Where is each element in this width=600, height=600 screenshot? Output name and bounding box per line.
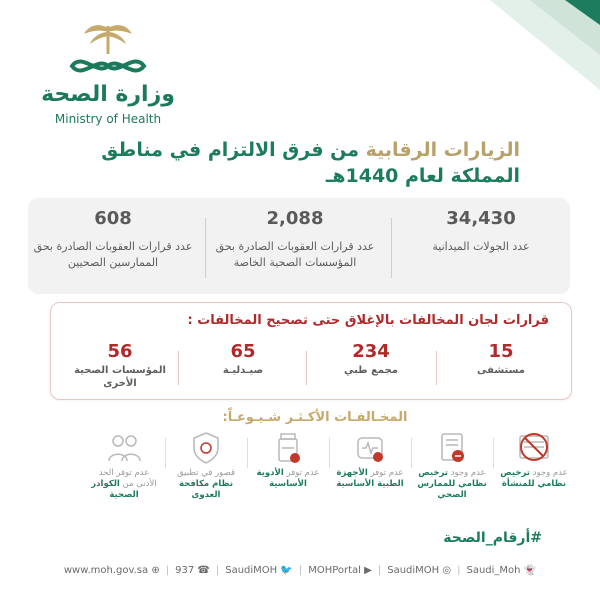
- violation-text: الكوادر الصحية: [91, 479, 139, 500]
- snapchat-link[interactable]: 👻 Saudi_Moh: [466, 565, 537, 576]
- violation-text: نظام مكافحة العدوى: [178, 479, 234, 500]
- violation-divider: [247, 438, 248, 468]
- corner-decoration: [480, 0, 600, 90]
- medical-device-icon: [350, 430, 390, 466]
- footer-separator: |: [165, 565, 170, 576]
- globe-icon: ⊕: [151, 565, 160, 576]
- phone-link[interactable]: ☎ 937: [175, 565, 210, 576]
- page-title: [50, 137, 520, 189]
- footer-contacts: [28, 565, 572, 579]
- closure-label: مستشفى: [477, 365, 525, 376]
- title-line-2: المملكة لعام 1440هـ: [325, 165, 520, 187]
- instagram-icon: ◎: [442, 565, 452, 576]
- ministry-name-english: Ministry of Health: [54, 112, 162, 126]
- closure-divider: [436, 351, 437, 385]
- violation-prefix: عدم توفر: [286, 468, 320, 478]
- closures-card: [50, 302, 572, 400]
- stat-divider: [205, 218, 206, 278]
- violation-medical-devices: [334, 430, 406, 490]
- violation-text: ترخيص نظامي للمنشأة: [500, 468, 567, 489]
- palm-emblem-icon: [38, 20, 178, 82]
- closure-divider: [306, 351, 307, 385]
- medicine-bottle-icon: [268, 430, 308, 466]
- violation-prefix: عدم توفر: [370, 468, 404, 478]
- footer-separator: |: [377, 565, 382, 576]
- stat-value: 2,088: [266, 208, 324, 229]
- violation-divider: [329, 438, 330, 468]
- violation-medical-staff: [88, 430, 160, 501]
- youtube-icon: ▶: [364, 565, 372, 576]
- stat-value: 34,430: [446, 208, 516, 229]
- closure-value: 15: [488, 341, 514, 362]
- closure-hospital: [441, 341, 561, 377]
- hashtag: #أرقام_الصحة: [443, 530, 542, 546]
- stat-label: عدد الجولات الميدانية: [432, 240, 530, 253]
- footer-separator: |: [215, 565, 220, 576]
- closure-label: المؤسسات الصحية الأخرى: [74, 365, 166, 389]
- twitter-icon: 🐦: [280, 565, 293, 576]
- snapchat-icon: 👻: [523, 565, 537, 576]
- violations-heading: المخـالفـات الأكـثـر شـيـوعـاً:: [222, 410, 408, 425]
- stat-facility-penalties: [210, 208, 380, 271]
- violation-divider: [411, 438, 412, 468]
- closure-pharmacy: [183, 341, 303, 377]
- youtube-link[interactable]: ▶ MOHPortal: [308, 565, 372, 576]
- violation-text: الأجهزة الطبية الأساسية: [336, 468, 404, 489]
- stat-value: 608: [94, 208, 132, 229]
- closure-value: 65: [230, 341, 256, 362]
- footer-separator: |: [298, 565, 303, 576]
- violation-divider: [493, 438, 494, 468]
- title-accent: الزيارات الرقابية: [365, 139, 520, 161]
- infection-shield-icon: [186, 430, 226, 466]
- closures-heading: قرارات لجان المخالفات بالإغلاق حتى تصحيح المخالفات :: [187, 313, 549, 328]
- footer-separator: |: [457, 565, 461, 576]
- violation-medicines: [252, 430, 324, 490]
- twitter-link[interactable]: 🐦 SaudiMOH: [225, 565, 293, 576]
- closure-divider: [178, 351, 179, 385]
- violation-text: ترخيص نظامي للممارس الصحي: [417, 468, 487, 500]
- violation-text: الأدوية الأساسية: [256, 468, 307, 489]
- violation-facility-license: [498, 430, 570, 490]
- closure-label: صيـدليـة: [222, 365, 264, 376]
- violation-infection-control: [170, 430, 242, 501]
- stat-practitioner-penalties: [28, 208, 198, 271]
- ministry-logo: [38, 20, 178, 130]
- license-card-icon: [432, 430, 472, 466]
- stat-field-tours: [396, 208, 566, 255]
- closure-value: 234: [352, 341, 390, 362]
- instagram-link[interactable]: ◎ SaudiMOH: [387, 565, 452, 576]
- stats-card: [28, 198, 570, 294]
- violation-prefix: عدم توفر الحد الأدنى من: [98, 468, 157, 489]
- stat-label: عدد قرارات العقوبات الصادرة بحق المؤسسات الصحية الخاصة: [215, 240, 375, 269]
- ministry-name-arabic: وزارة الصحة: [41, 82, 175, 107]
- closure-label: مجمع طبي: [343, 365, 399, 376]
- closure-other-facilities: [65, 341, 175, 390]
- violation-prefix: عدم وجود: [532, 468, 568, 478]
- medical-staff-icon: [104, 430, 144, 466]
- title-rest: من فرق الالتزام في مناطق: [101, 139, 360, 161]
- no-license-icon: [514, 430, 554, 466]
- closure-medical-complex: [311, 341, 431, 377]
- closure-value: 56: [107, 341, 133, 362]
- violation-practitioner-license: [416, 430, 488, 501]
- violation-prefix: قصور في تطبيق: [176, 468, 236, 478]
- phone-icon: ☎: [197, 565, 210, 576]
- website-link[interactable]: ⊕ www.moh.gov.sa: [63, 565, 160, 576]
- violation-divider: [165, 438, 166, 468]
- stat-divider: [391, 218, 392, 278]
- violation-prefix: عدم وجود: [450, 468, 486, 478]
- stat-label: عدد قرارات العقوبات الصادرة بحق الممارسين الصحيين: [33, 240, 193, 269]
